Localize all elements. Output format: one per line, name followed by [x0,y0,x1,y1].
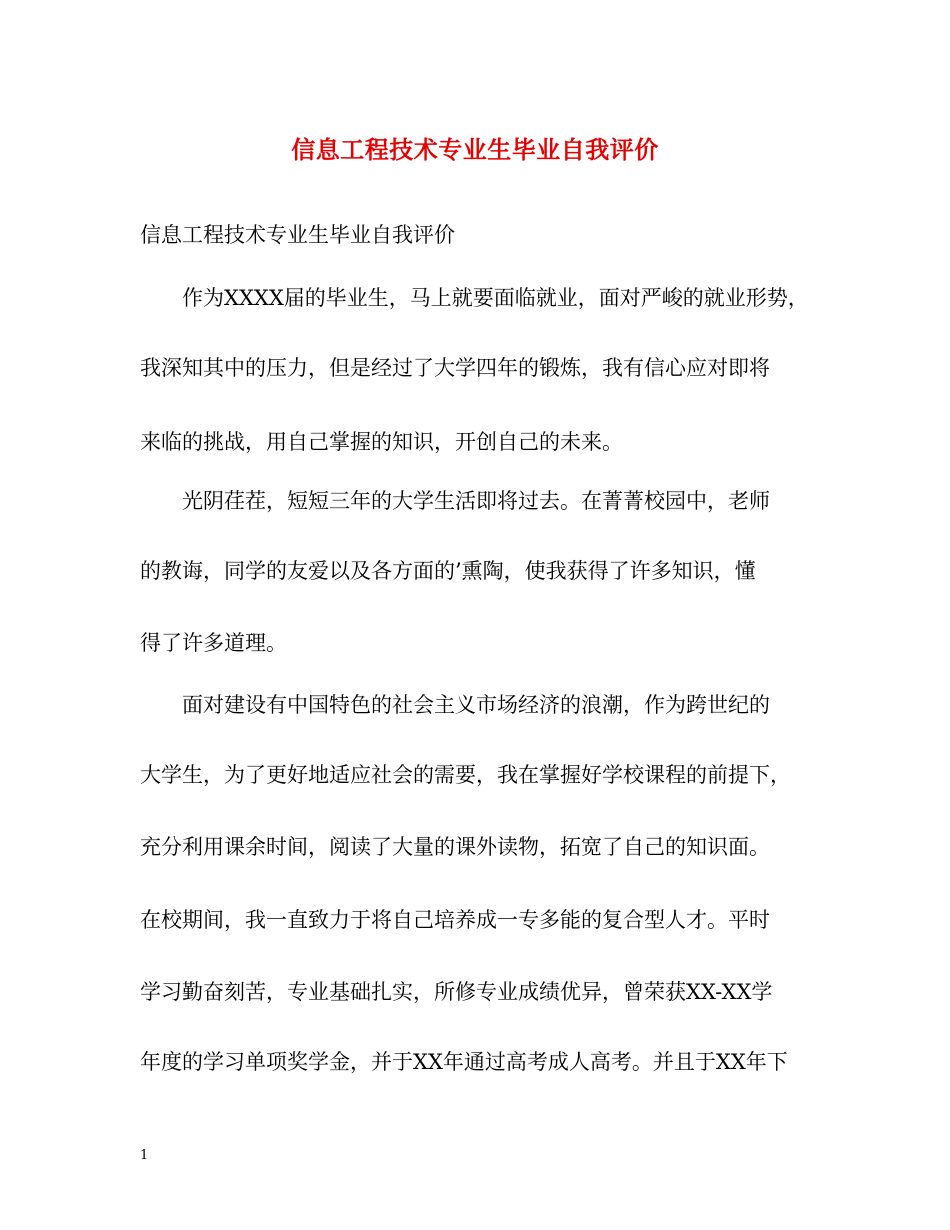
body-line: 我深知其中的压力，但是经过了大学四年的锻炼，我有信心应对即将 [140,356,770,380]
body-line: 大学生，为了更好地适应社会的需要，我在掌握好学校课程的前提下， [140,763,791,787]
body-line: 充分利用课余时间，阅读了大量的课外读物，拓宽了自己的知识面。 [140,835,770,859]
body-line: 在校期间，我一直致力于将自己培养成一专多能的复合型人才。平时 [140,908,770,932]
body-line: 信息工程技术专业生毕业自我评价 [140,223,455,247]
body-line: 来临的挑战，用自己掌握的知识，开创自己的未来。 [140,430,623,454]
body-line: 年度的学习单项奖学金，并于XX年通过高考成人高考。并且于XX年下 [140,1050,788,1074]
body-line: 面对建设有中国特色的社会主义市场经济的浪潮，作为跨世纪的 [140,693,770,717]
page-number: 1 [140,1148,149,1163]
document-title: 信息工程技术专业生毕业自我评价 [291,135,659,164]
body-line: 的教诲，同学的友爱以及各方面的’熏陶，使我获得了许多知识，懂 [140,559,756,583]
body-line: 作为XXXX届的毕业生，马上就要面临就业，面对严峻的就业形势， [140,286,809,310]
body-line: 学习勤奋刻苦，专业基础扎实，所修专业成绩优异，曾荣获XX-XX学 [140,980,773,1004]
body-line: 得了许多道理。 [140,631,287,655]
body-line: 光阴荏茬，短短三年的大学生活即将过去。在菁菁校园中，老师 [140,489,770,513]
